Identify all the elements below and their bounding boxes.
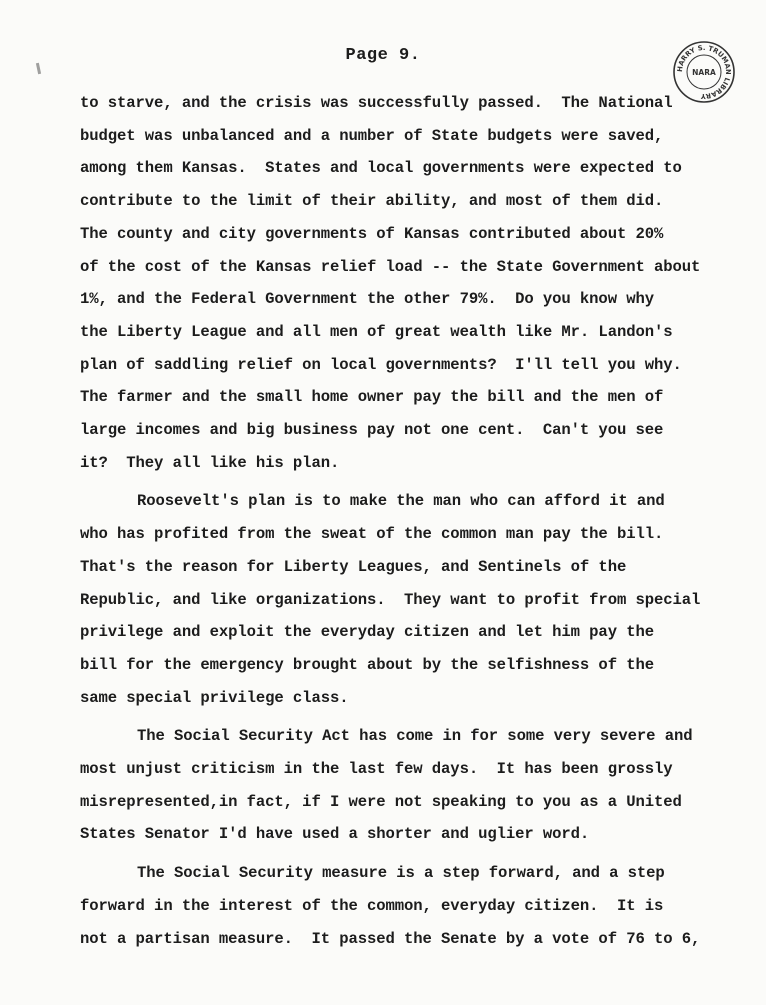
- text-line: Roosevelt's plan is to make the man who can afford it and: [137, 492, 665, 511]
- text-line: misrepresented,in fact, if I were not speaking to you as a United: [80, 792, 682, 811]
- text-line: The Social Security Act has come in for some very severe and: [137, 727, 693, 746]
- text-line: States Senator I'd have used a shorter and uglier word.: [80, 825, 590, 844]
- text-line: bill for the emergency brought about by the selfishness of the: [80, 655, 654, 674]
- svg-text:HARRY S. TRUMAN LIBRARY: HARRY S. TRUMAN LIBRARY: [675, 43, 733, 101]
- text-line: That's the reason for Liberty Leagues, and Sentinels of the: [80, 557, 627, 576]
- text-line: same special privilege class.: [80, 688, 349, 707]
- text-line: the Liberty League and all men of great wealth like Mr. Landon's: [80, 322, 673, 341]
- text-line: plan of saddling relief on local governments? I'll tell you why.: [80, 355, 682, 374]
- text-line: The county and city governments of Kansas contributed about 20%: [80, 224, 664, 243]
- text-line: privilege and exploit the everyday citizen and let him pay the: [80, 623, 654, 642]
- text-line: of the cost of the Kansas relief load -- the State Government about: [80, 257, 701, 276]
- text-line: The farmer and the small home owner pay the bill and the men of: [80, 388, 664, 407]
- text-line: forward in the interest of the common, everyday citizen. It is: [80, 896, 664, 915]
- text-line: most unjust criticism in the last few days. It has been grossly: [80, 760, 673, 778]
- text-line: who has profited from the sweat of the common man pay the bill.: [80, 525, 664, 544]
- text-line: 1%, and the Federal Government the other 79%. Do you know why: [80, 290, 654, 309]
- text-line: The Social Security measure is a step forward, and a step: [137, 864, 665, 883]
- text-line: contribute to the limit of their ability, and most of them did.: [80, 192, 664, 211]
- text-line: among them Kansas. States and local governments were expected to: [80, 159, 682, 178]
- text-line: to starve, and the crisis was successfully passed. The National: [80, 94, 673, 112]
- text-line: Republic, and like organizations. They want to profit from special: [80, 590, 701, 609]
- text-line: it? They all like his plan.: [80, 453, 340, 472]
- text-line: not a partisan measure. It passed the Senate by a vote of 76 to 6,: [80, 929, 701, 948]
- library-stamp-seal: [672, 40, 736, 104]
- text-line: large incomes and big business pay not one cent. Can't you see: [80, 421, 664, 439]
- text-line: budget was unbalanced and a number of State budgets were saved,: [80, 126, 664, 145]
- svg-text:NARA: NARA: [692, 68, 716, 77]
- page-number: Page 9.: [345, 46, 421, 65]
